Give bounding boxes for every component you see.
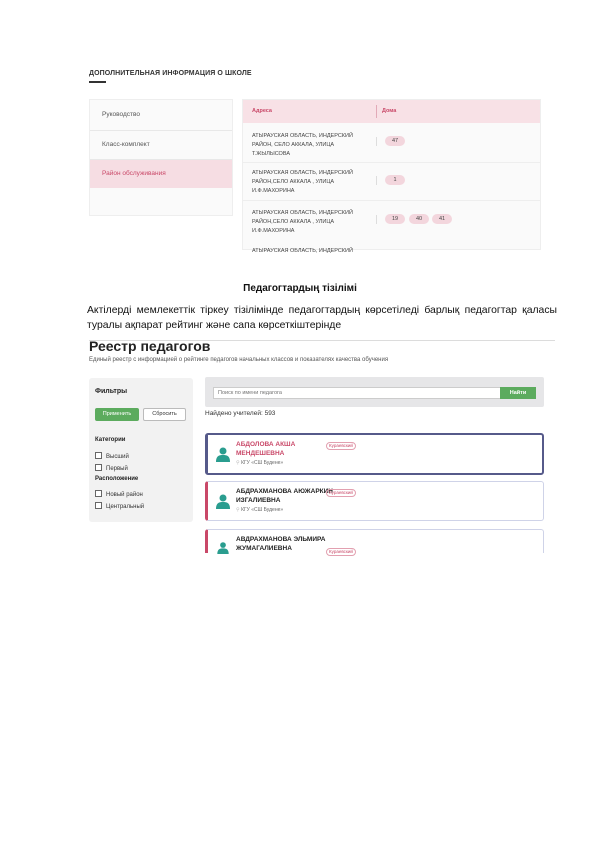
checkbox[interactable] [95,464,102,471]
user-avatar-icon [216,493,230,509]
teacher-badge: Кураевский [326,489,356,497]
teacher-card[interactable] [205,529,544,553]
checkbox-label: Центральный [106,504,145,510]
document-heading: Педагогтардың тізілімі [243,283,357,294]
column-divider [376,176,377,185]
row-divider [243,162,540,163]
title-underline [89,81,106,83]
user-avatar-icon [216,541,230,554]
filters-panel [89,378,193,522]
location-pin-icon: ⚲ [236,460,240,466]
address-cell: АТЫРАУСКАЯ ОБЛАСТЬ, ИНДЕРСКИЙ РАЙОН,СЕЛО АККАЛА , УЛИЦА И.Ф.МАХОРИНА [252,210,353,234]
category-option-first[interactable] [95,464,128,472]
checkbox[interactable] [95,490,102,497]
location-pin-icon: ⚲ [236,507,240,513]
user-avatar-icon [216,446,230,462]
location-option-new-district[interactable] [95,490,143,498]
school-name: КГУ «СШ Будене» [241,460,284,466]
column-header-address: Адреса [252,108,272,114]
search-button[interactable]: Найти [500,387,536,399]
address-cell: АТЫРАУСКАЯ ОБЛАСТЬ, ИНДЕРСКИЙ РАЙОН,СЕЛО АККАЛА , УЛИЦА И.Ф.МАХОРИНА [252,170,353,194]
menu-item-service-area[interactable]: Район обслуживания [90,160,232,188]
section-title: ДОПОЛНИТЕЛЬНАЯ ИНФОРМАЦИЯ О ШКОЛЕ [89,70,252,77]
menu-item-leadership[interactable]: Руководство [102,111,140,118]
category-heading: Категории [95,437,126,443]
checkbox[interactable] [95,452,102,459]
row-divider [243,200,540,201]
location-option-central[interactable] [95,502,144,510]
checkbox-label: Высший [106,454,129,460]
location-heading: Расположение [95,476,139,482]
column-divider [376,105,377,118]
registry-subtitle: Единый реестр с информацией о рейтинге педагогов начальных классов и показателях качества обучения [89,357,389,363]
document-paragraph: Актілерді мемлекеттік тіркеу тізілімінде педагогтардың көрсетіледі барлық педагогтар қаласы туралы ақпарат рейтинг және сапа көрсеткіштерінде [87,305,557,331]
teacher-name[interactable]: АБДОЛОВА АКША МЕНДЕШЕВНА [236,441,296,457]
house-number: 1 [385,175,405,185]
teacher-card[interactable] [205,433,544,475]
teacher-name[interactable]: АВДРАХМАНОВА ЭЛЬМИРА ЖУМАГАЛИЕВНА [236,536,326,552]
search-bar [205,377,544,407]
registry-title: Реестр педагогов [89,338,211,354]
checkbox-label: Новый район [106,492,143,498]
teacher-school [236,460,283,466]
teacher-badge: Кураевский [326,442,356,450]
address-cell: АТЫРАУСКАЯ ОБЛАСТЬ, ИНДЕРСКИЙ РАЙОН, СЕЛО АККАЛА, УЛИЦА Т.ЖЫЛЫСОВА [252,133,353,157]
teacher-card[interactable] [205,481,544,521]
house-number: 40 [409,214,429,224]
address-cell: АТЫРАУСКАЯ ОБЛАСТЬ, ИНДЕРСКИЙ [252,248,353,254]
checkbox-label: Первый [106,466,128,472]
search-input[interactable] [213,387,503,399]
school-name: КГУ «СШ Будене» [241,507,284,513]
column-divider [376,137,377,146]
column-header-houses: Дома [382,108,397,114]
address-table [242,99,541,254]
house-number: 47 [385,136,405,146]
checkbox[interactable] [95,502,102,509]
results-count: Найдено учителей: 593 [205,410,276,417]
category-option-higher[interactable] [95,452,129,460]
info-menu [89,99,233,216]
teacher-name[interactable]: АБДРАХМАНОВА АЮЖАРКИН ИЗГАЛИЕВНА [236,488,333,504]
column-divider [376,215,377,224]
menu-item-class-complex[interactable]: Класс-комплект [102,141,150,148]
apply-button[interactable]: Применить [95,408,139,421]
house-number: 41 [432,214,452,224]
reset-button[interactable]: Сбросить [143,408,186,421]
teacher-school [236,507,283,513]
teacher-badge: Кураевский [326,548,356,556]
filters-title: Фильтры [95,388,128,395]
address-table-header [243,100,540,123]
house-number: 19 [385,214,405,224]
